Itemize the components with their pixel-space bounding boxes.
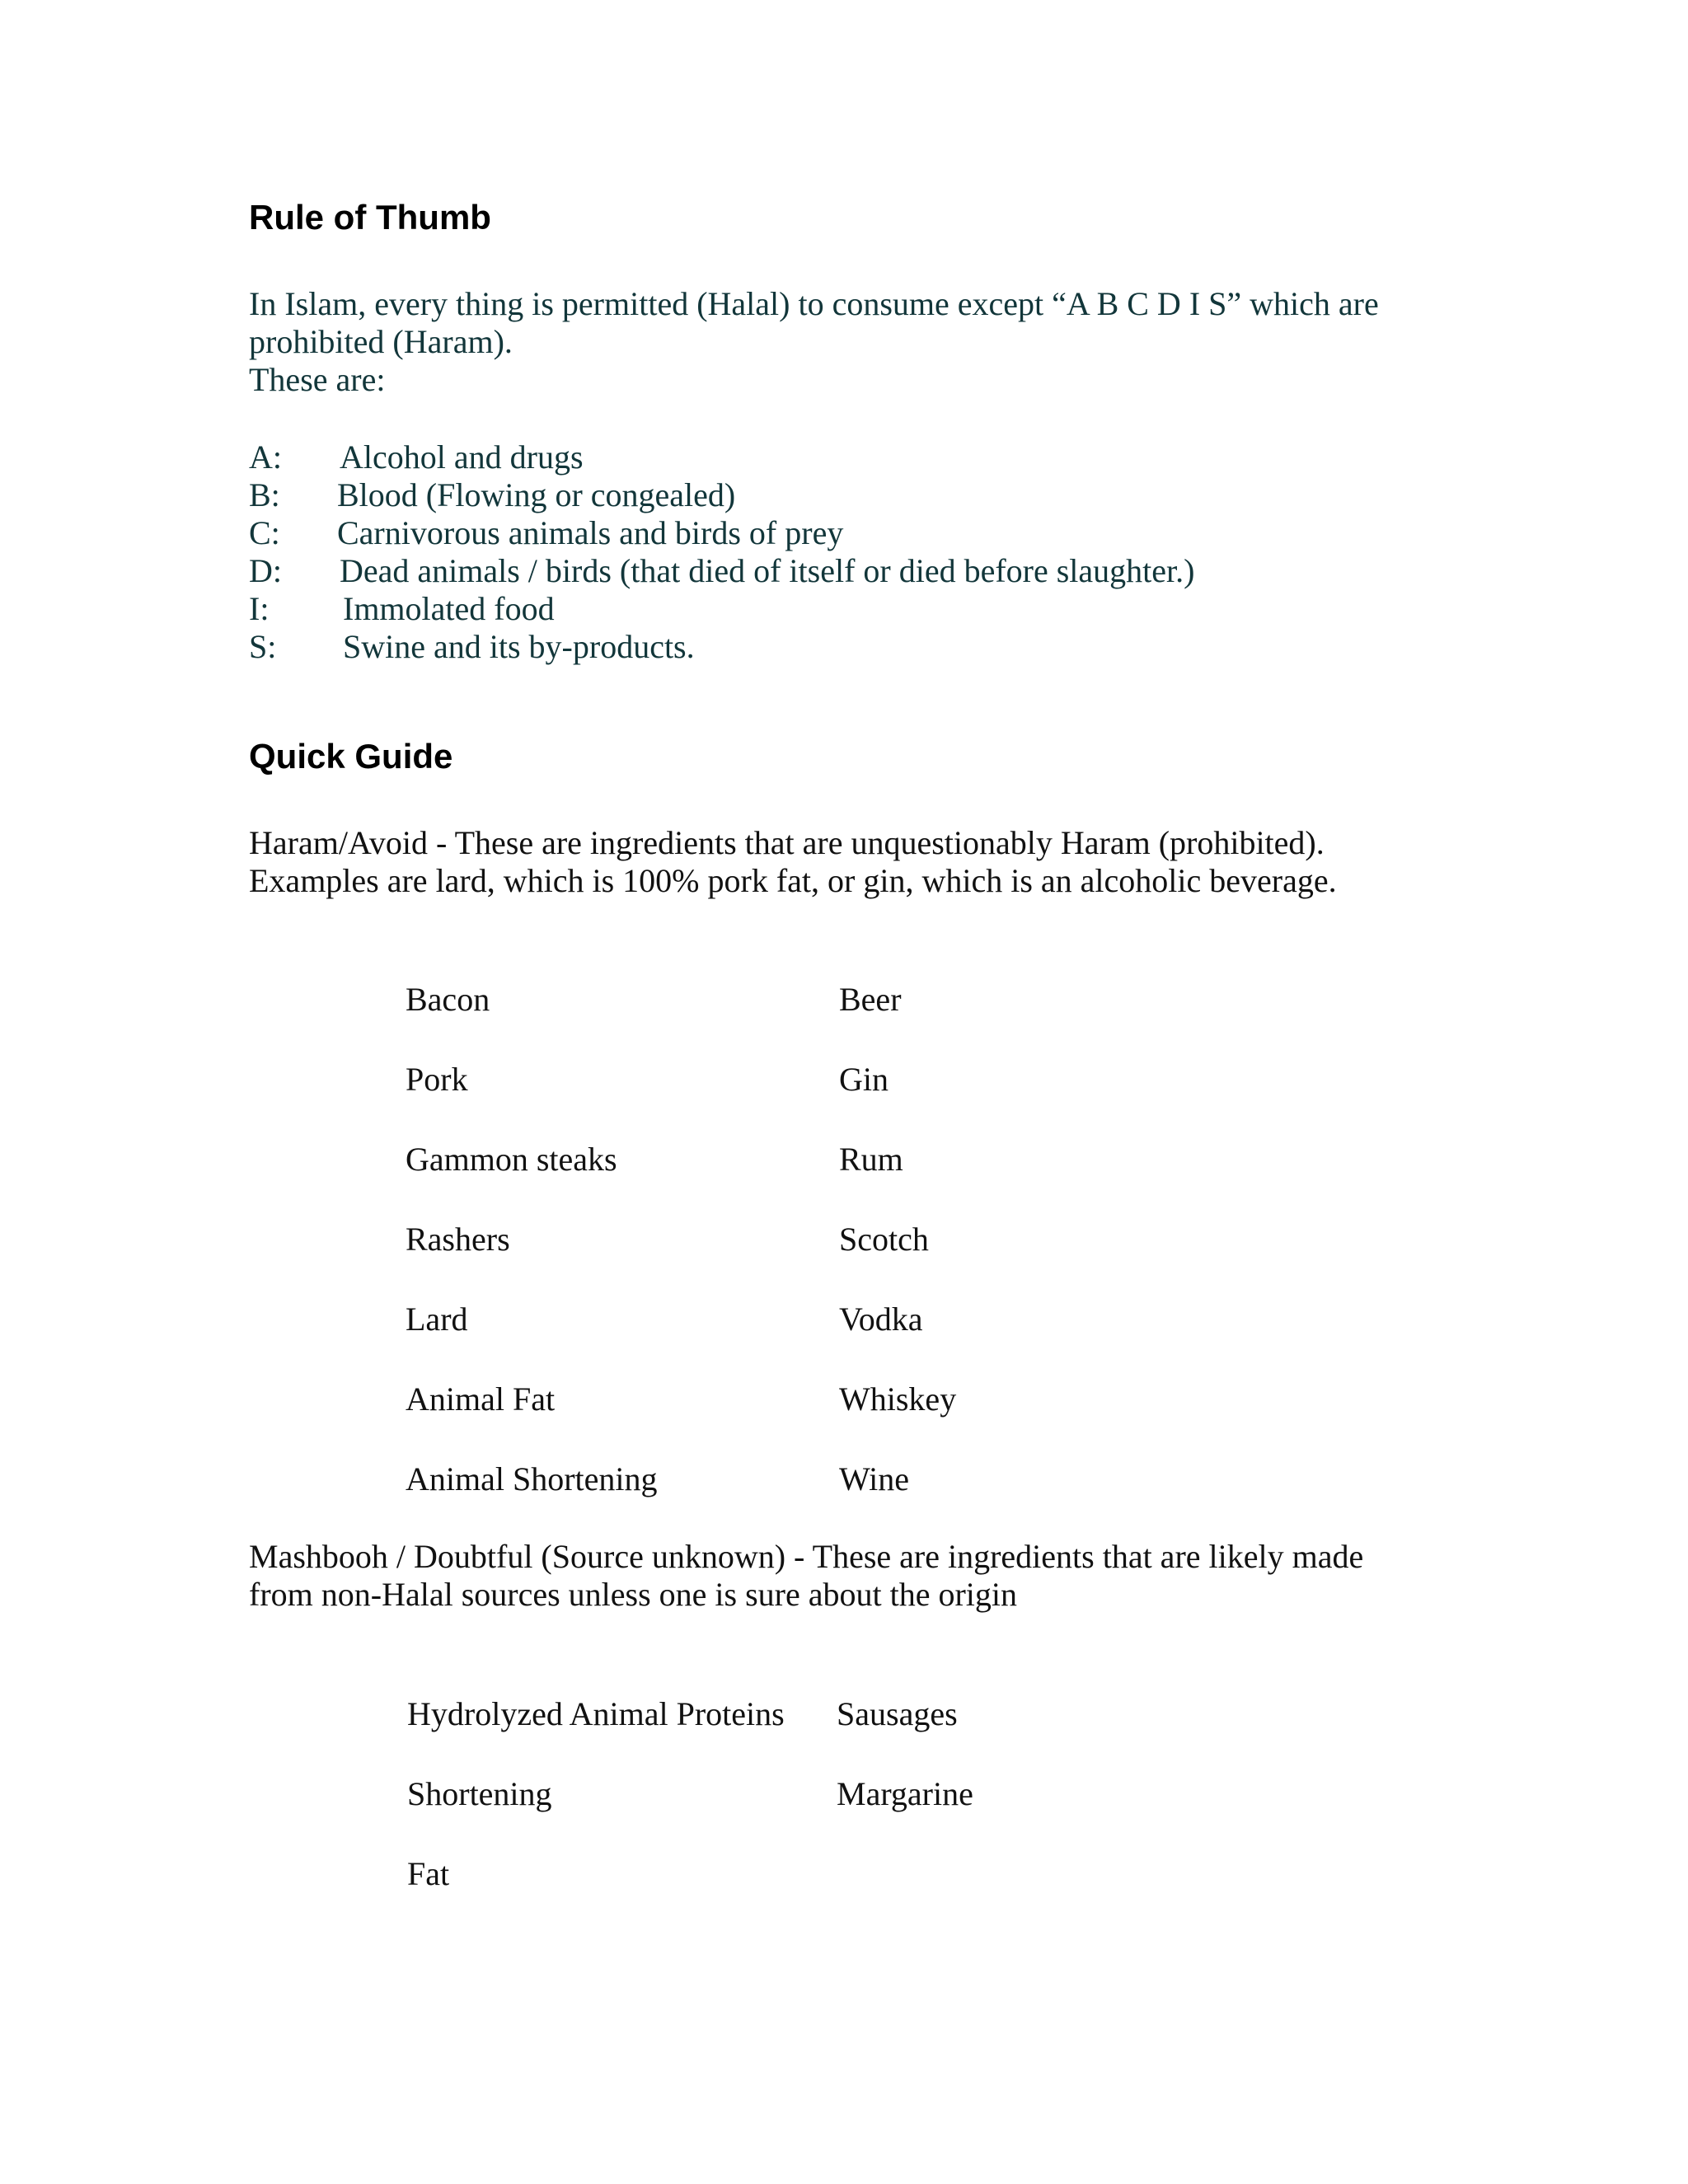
rule-item-c: [249, 514, 1320, 552]
rule-text: Immolated food: [343, 590, 555, 627]
haram-item: Lard: [406, 1301, 468, 1338]
abcdis-list: [249, 438, 1320, 666]
intro-line-1: In Islam, every thing is permitted (Halal) to consume except “A B C D I S” which are: [249, 285, 1379, 322]
haram-item: Gin: [839, 1061, 889, 1098]
mashbooh-line-2: from non-Halal sources unless one is sure about the origin: [249, 1576, 1018, 1613]
quick-guide-heading: Quick Guide: [249, 737, 453, 776]
haram-item: Bacon: [406, 981, 490, 1018]
mashbooh-line-1: Mashbooh / Doubtful (Source unknown) - These are ingredients that are likely made: [249, 1538, 1364, 1575]
rule-text: Swine and its by-products.: [343, 628, 695, 665]
mashbooh-item: Fat: [407, 1855, 450, 1892]
rule-text: Blood (Flowing or congealed): [337, 476, 736, 513]
rule-text: Dead animals / birds (that died of itself or died before slaughter.): [340, 552, 1195, 589]
rule-letter: I:: [249, 590, 270, 627]
mashbooh-item: Sausages: [837, 1695, 958, 1732]
rule-of-thumb-heading: Rule of Thumb: [249, 198, 491, 237]
haram-line-1: Haram/Avoid - These are ingredients that are unquestionably Haram (prohibited).: [249, 824, 1325, 861]
rule-letter: B:: [249, 476, 280, 513]
mashbooh-item: Margarine: [837, 1775, 973, 1812]
haram-item: Animal Fat: [406, 1380, 556, 1418]
haram-description: [249, 824, 1337, 900]
rule-text: Carnivorous animals and birds of prey: [337, 514, 844, 551]
haram-item: Wine: [839, 1460, 910, 1497]
rule-letter: S:: [249, 628, 277, 665]
haram-item: Rashers: [406, 1221, 510, 1258]
haram-line-2: Examples are lard, which is 100% pork fat, or gin, which is an alcoholic beverage.: [249, 862, 1337, 899]
rule-text: Alcohol and drugs: [340, 438, 584, 476]
rule-item-i: [249, 590, 1320, 628]
mashbooh-description: [249, 1538, 1363, 1614]
intro-line-3: These are:: [249, 361, 386, 398]
mashbooh-item: Shortening: [407, 1775, 552, 1812]
haram-item: Whiskey: [839, 1380, 957, 1418]
mashbooh-item: Hydrolyzed Animal Proteins: [407, 1695, 785, 1732]
haram-item: Pork: [406, 1061, 468, 1098]
haram-item: Scotch: [839, 1221, 929, 1258]
rule-letter: A:: [249, 438, 282, 476]
haram-item: Rum: [839, 1141, 903, 1178]
rule-item-a: [249, 438, 1320, 476]
rule-item-s: [249, 628, 1320, 666]
haram-item: Gammon steaks: [406, 1141, 617, 1178]
haram-item: Vodka: [839, 1301, 923, 1338]
intro-line-2: prohibited (Haram).: [249, 323, 513, 360]
rule-of-thumb-intro: [249, 285, 1379, 399]
rule-item-d: [249, 552, 1320, 590]
rule-letter: D:: [249, 552, 282, 589]
rule-item-b: [249, 476, 1320, 514]
rule-letter: C:: [249, 514, 280, 551]
haram-item: Animal Shortening: [406, 1460, 658, 1497]
haram-item: Beer: [839, 981, 902, 1018]
